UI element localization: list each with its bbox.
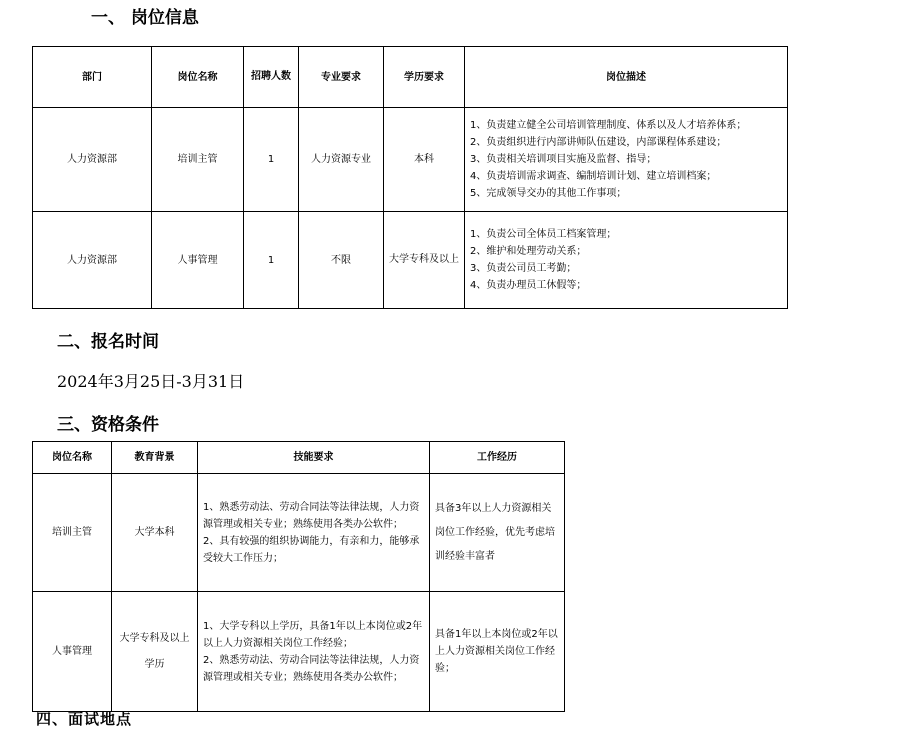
desc-line: 1、负责公司全体员工档案管理； [470,229,617,240]
cell-experience [430,592,565,712]
desc-line: 2、负责组织进行内部讲师队伍建设，内部课程体系建设； [470,137,727,148]
table-row [33,474,565,592]
section2-title: 二、报名时间 [57,332,159,352]
header-education: 学历要求 [384,47,465,108]
cell-position: 人事管理 [152,212,244,309]
cell-education: 大学专科及以上学历 [112,592,198,712]
experience-text: 具备3年以上人力资源相关岗位工作经验，优先考虑培训经验丰富者 [435,502,555,562]
skill-line: 2、熟悉劳动法、劳动合同法等法律法规，人力资源管理或相关专业；熟练使用各类办公软件； [203,654,420,683]
cell-skills [198,592,430,712]
cell-dept: 人力资源部 [33,212,152,309]
desc-line: 5、完成领导交办的其他工作事项； [470,188,627,199]
skill-line: 1、熟悉劳动法、劳动合同法等法律法规，人力资源管理或相关专业；熟练使用各类办公软件； [203,501,420,530]
qualification-table [32,441,565,712]
cell-dept: 人力资源部 [33,108,152,212]
cell-description [465,212,788,309]
header-description: 岗位描述 [465,47,788,108]
cell-major: 人力资源专业 [299,108,384,212]
desc-line: 4、负责办理员工休假等； [470,280,587,291]
desc-line: 3、负责相关培训项目实施及监督、指导； [470,154,657,165]
cell-education: 大学专科及以上 [384,212,465,309]
header-education: 教育背景 [112,442,198,474]
cell-experience [430,474,565,592]
header-position: 岗位名称 [152,47,244,108]
section1-title: 一、 岗位信息 [91,8,199,28]
cell-position: 人事管理 [33,592,112,712]
desc-line: 2、维护和处理劳动关系； [470,246,587,257]
section3-title: 三、资格条件 [57,415,159,435]
header-skills: 技能要求 [198,442,430,474]
section4-title-partial: 四、面试地点 [36,710,133,728]
desc-line: 3、负责公司员工考勤； [470,263,577,274]
cell-major: 不限 [299,212,384,309]
header-position: 岗位名称 [33,442,112,474]
cell-position: 培训主管 [152,108,244,212]
table-header-row [33,47,788,108]
table-row [33,108,788,212]
table-row [33,212,788,309]
cell-education: 大学本科 [112,474,198,592]
position-info-table [32,46,788,309]
cell-count: 1 [244,212,299,309]
cell-description [465,108,788,212]
desc-line: 4、负责培训需求调查、编制培训计划、建立培训档案； [470,171,717,182]
registration-date: 2024年3月25日-3月31日 [57,372,245,391]
header-dept: 部门 [33,47,152,108]
skill-line: 2、具有较强的组织协调能力，有亲和力，能够承受较大工作压力； [203,535,420,564]
skill-line: 1、大学专科以上学历，具备1年以上本岗位或2年以上人力资源相关岗位工作经验； [203,620,423,649]
cell-skills [198,474,430,592]
cell-education: 本科 [384,108,465,212]
header-major: 专业要求 [299,47,384,108]
header-count: 招聘人数 [244,47,299,108]
experience-text: 具备1年以上本岗位或2年以上人力资源相关岗位工作经验； [435,629,558,674]
table-header-row [33,442,565,474]
desc-line: 1、负责建立健全公司培训管理制度、体系以及人才培养体系； [470,120,747,131]
header-experience: 工作经历 [430,442,565,474]
cell-position: 培训主管 [33,474,112,592]
table-row [33,592,565,712]
cell-count: 1 [244,108,299,212]
